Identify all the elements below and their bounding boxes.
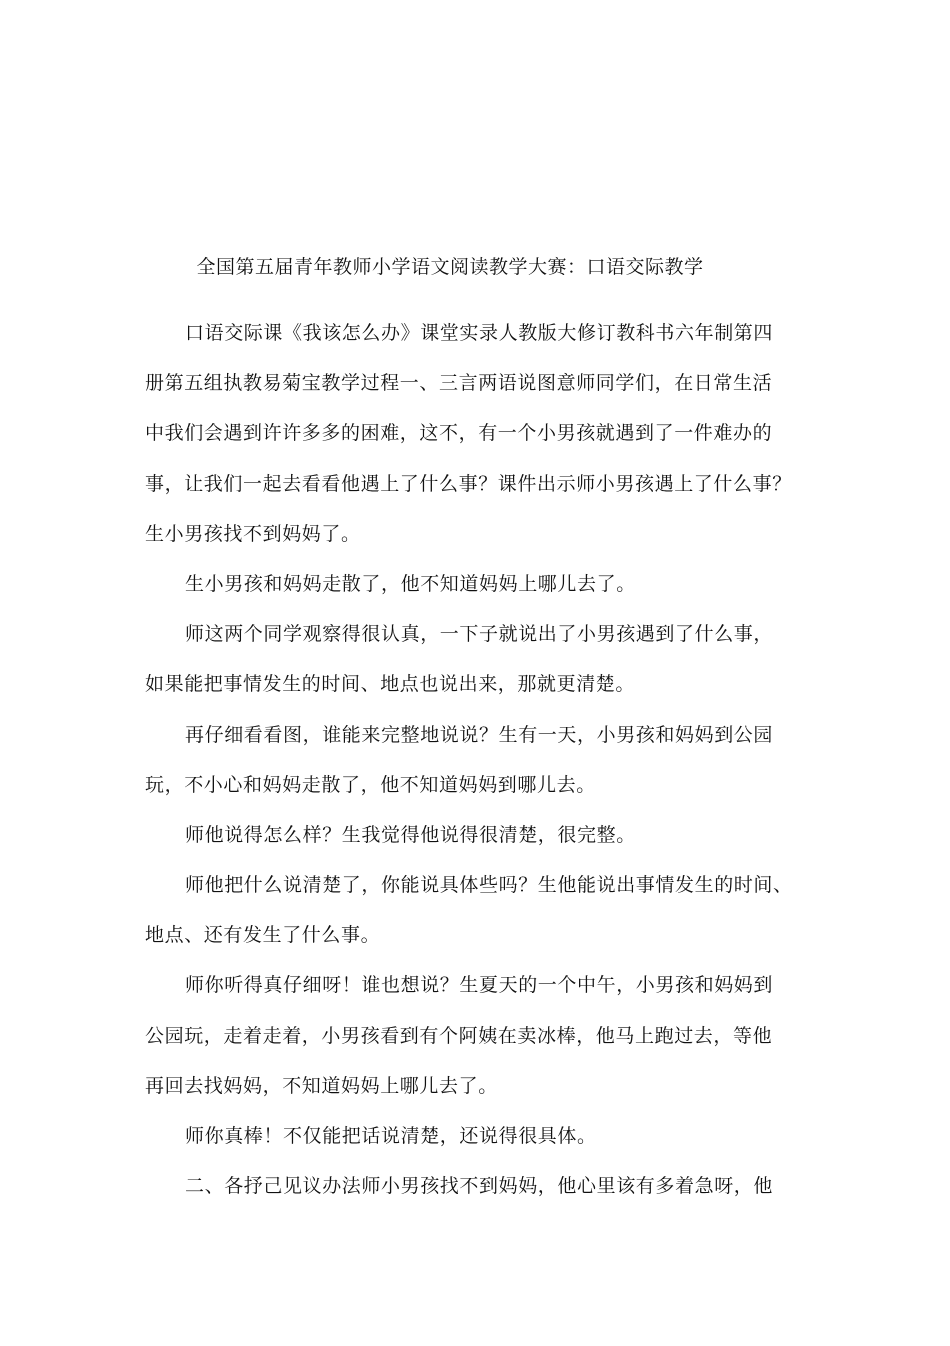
text-line: 二、各抒己见议办法师小男孩找不到妈妈，他心里该有多着急呀，他 [185,1175,774,1198]
text-line: 事，让我们一起去看看他遇上了什么事？课件出示师小男孩遇上了什么事？ [145,472,792,495]
document-body [145,318,793,1221]
document-title: 全国第五届青年教师小学语文阅读教学大赛：口语交际教学 [196,256,704,278]
text-line: 地点、还有发生了什么事。 [145,924,381,947]
text-line: 师你听得真仔细呀！谁也想说？生夏天的一个中午，小男孩和妈妈到 [185,974,774,997]
text-line: 师你真棒！不仅能把话说清楚，还说得很具体。 [185,1125,597,1147]
text-line: 生小男孩找不到妈妈了。 [145,522,361,545]
text-line: 生小男孩和妈妈走散了，他不知道妈妈上哪儿去了。 [185,572,636,595]
text-line: 中我们会遇到许许多多的困难，这不，有一个小男孩就遇到了一件难办的 [145,422,773,445]
text-line: 公园玩，走着走着，小男孩看到有个阿姨在卖冰棒，他马上跑过去，等他 [145,1024,773,1047]
text-line: 师这两个同学观察得很认真，一下子就说出了小男孩遇到了什么事， [185,623,774,646]
text-line: 口语交际课《我该怎么办》课堂实录人教版大修订教科书六年制第四 [185,322,774,344]
text-line: 师他把什么说清楚了，你能说具体些吗？生他能说出事情发生的时间、 [185,874,793,897]
text-line: 再仔细看看图，谁能来完整地说说？生有一天，小男孩和妈妈到公园 [185,723,774,746]
text-line: 玩，不小心和妈妈走散了，他不知道妈妈到哪儿去。 [145,773,596,796]
text-line: 再回去找妈妈，不知道妈妈上哪儿去了。 [145,1074,498,1097]
text-line: 如果能把事情发生的时间、地点也说出来，那就更清楚。 [145,673,636,696]
text-line: 册第五组执教易菊宝教学过程一、三言两语说图意师同学们，在日常生活 [145,372,773,395]
text-line: 师他说得怎么样？生我觉得他说得很清楚，很完整。 [185,823,636,846]
